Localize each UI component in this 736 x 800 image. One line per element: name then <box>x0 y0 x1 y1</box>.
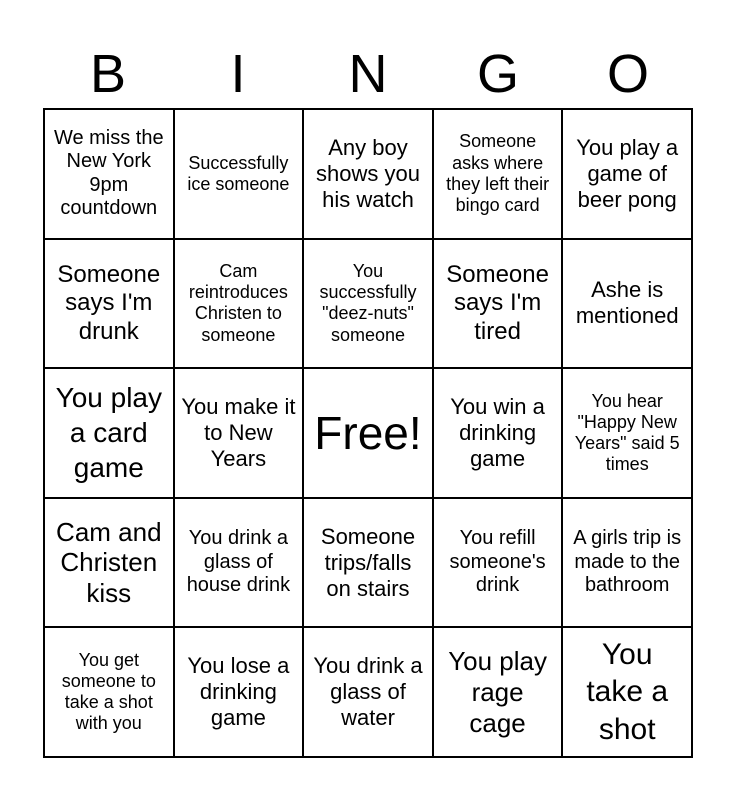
free-space-text: Free! <box>314 406 422 459</box>
bingo-cell-text: Ashe is mentioned <box>575 277 679 329</box>
header-letter-b: B <box>89 44 127 104</box>
bingo-cell[interactable] <box>433 109 563 239</box>
bingo-cell-text: Successfully ice someone <box>187 152 290 194</box>
bingo-cell[interactable] <box>562 239 692 369</box>
header-letter-n: N <box>348 44 388 104</box>
bingo-cell[interactable] <box>174 239 304 369</box>
bingo-cell-text: Any boy shows you his watch <box>316 134 420 212</box>
bingo-cell-text: You play a game of beer pong <box>576 134 679 212</box>
bingo-cell-text: Someone says I'm drunk <box>57 260 161 345</box>
bingo-cell[interactable] <box>303 627 433 757</box>
bingo-cell[interactable] <box>562 368 692 498</box>
bingo-cell-text: Someone says I'm tired <box>446 260 549 345</box>
bingo-cell[interactable] <box>562 109 692 239</box>
bingo-cell-text: Cam reintroduces Christen to someone <box>188 260 288 345</box>
bingo-cell[interactable] <box>433 498 563 628</box>
bingo-cell[interactable] <box>174 368 304 498</box>
bingo-cell[interactable] <box>174 109 304 239</box>
bingo-cell-text: You get someone to take a shot with you <box>61 649 156 734</box>
bingo-cell-text: You play rage cage <box>448 646 547 738</box>
bingo-cell-text: You refill someone's drink <box>449 527 546 597</box>
bingo-cell[interactable] <box>174 498 304 628</box>
bingo-cell[interactable] <box>562 627 692 757</box>
bingo-cell[interactable] <box>303 498 433 628</box>
bingo-cell-text: Someone asks where they left their bingo card <box>446 131 550 216</box>
header-letter-i: I <box>230 44 246 104</box>
bingo-cell-free-space[interactable] <box>303 368 433 498</box>
bingo-cell[interactable] <box>44 368 174 498</box>
bingo-cell-text: You hear "Happy New Years" said 5 times <box>574 390 680 475</box>
bingo-header <box>43 40 693 108</box>
bingo-cell[interactable] <box>174 627 304 757</box>
bingo-cell[interactable] <box>303 239 433 369</box>
bingo-cell-text: Cam and Christen kiss <box>56 516 162 608</box>
bingo-cell-text: You win a drinking game <box>450 394 545 471</box>
bingo-cell-text: You play a card game <box>55 382 162 484</box>
bingo-cell[interactable] <box>44 627 174 757</box>
bingo-cell[interactable] <box>44 498 174 628</box>
bingo-cell-text: A girls trip is made to the bathroom <box>573 527 682 597</box>
bingo-cell-text: You make it to New Years <box>181 394 296 471</box>
bingo-cell-text: We miss the New York 9pm countdown <box>53 126 164 220</box>
bingo-cell[interactable] <box>433 368 563 498</box>
bingo-cell-text: You successfully "deez-nuts" someone <box>319 260 417 345</box>
bingo-cell-text: You lose a drinking game <box>187 653 290 731</box>
bingo-cell[interactable] <box>44 239 174 369</box>
header-letter-g: G <box>476 44 519 104</box>
header-letter-o: O <box>606 44 649 104</box>
bingo-cell-text: You drink a glass of water <box>313 653 423 731</box>
bingo-cell[interactable] <box>44 109 174 239</box>
bingo-cell[interactable] <box>562 498 692 628</box>
bingo-cell[interactable] <box>433 627 563 757</box>
bingo-cell-text: You take a shot <box>586 637 669 746</box>
bingo-cell[interactable] <box>433 239 563 369</box>
bingo-cell[interactable] <box>303 109 433 239</box>
bingo-cell-text: Someone trips/falls on stairs <box>320 523 416 601</box>
bingo-card-grid <box>43 108 693 758</box>
bingo-cell-text: You drink a glass of house drink <box>186 527 291 597</box>
